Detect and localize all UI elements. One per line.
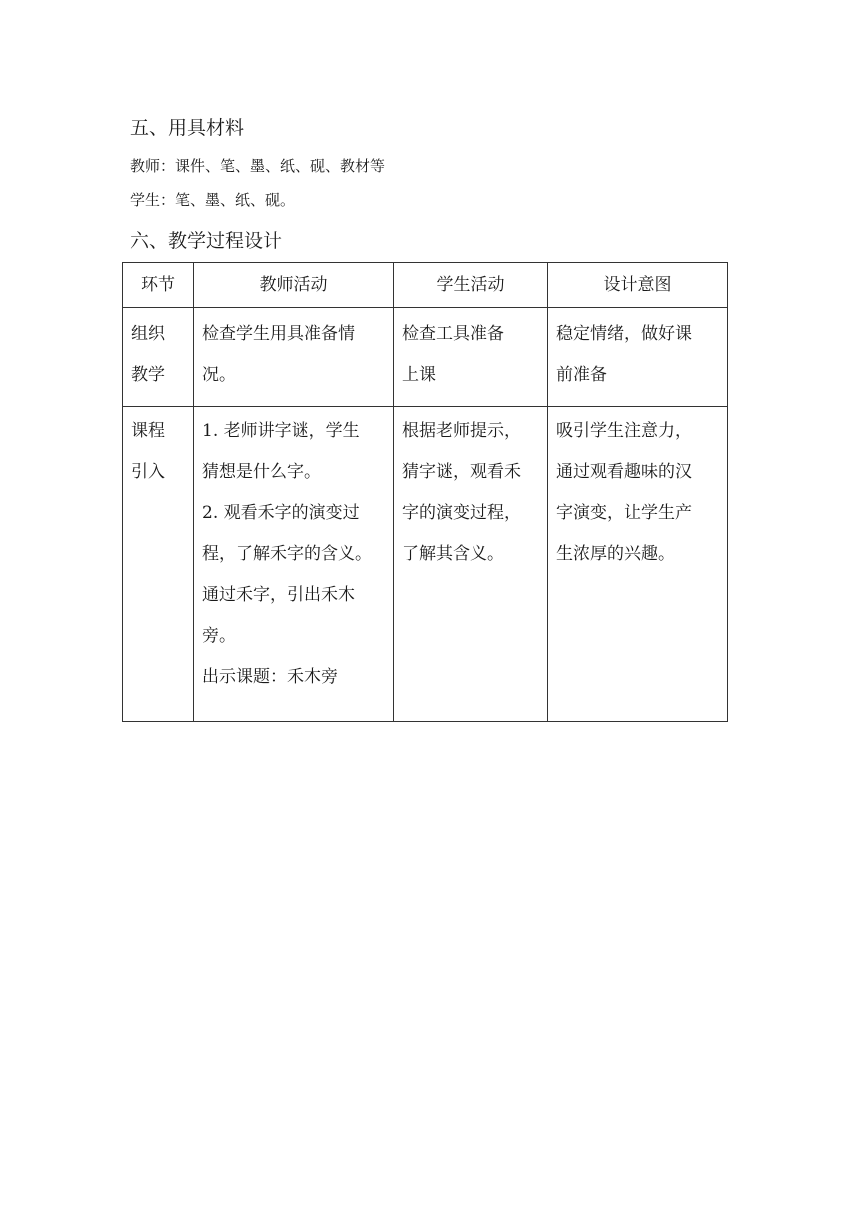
header-student-activity: 学生活动	[394, 263, 548, 308]
table-row	[123, 407, 728, 722]
header-design-intent: 设计意图	[548, 263, 728, 308]
teacher-line: 况。	[202, 365, 236, 385]
stage-line: 课程	[131, 421, 165, 441]
stage-line: 引入	[131, 462, 165, 482]
design-intent-cell	[548, 308, 728, 407]
intent-line: 字演变，让学生产	[556, 503, 692, 523]
student-line: 猜字谜，观看禾	[402, 462, 521, 482]
stage-cell	[123, 407, 194, 722]
stage-line: 组织	[131, 324, 165, 344]
teacher-materials-line: 教师：课件、笔、墨、纸、砚、教材等	[130, 157, 386, 175]
stage-line: 教学	[131, 365, 165, 385]
table-header-row	[123, 263, 728, 308]
teaching-process-table	[122, 262, 728, 722]
intent-line: 生浓厚的兴趣。	[556, 544, 675, 564]
student-line: 检查工具准备	[402, 324, 504, 344]
teacher-line: 猜想是什么字。	[202, 462, 321, 482]
student-line: 了解其含义。	[402, 544, 504, 564]
teacher-line: 程，了解禾字的含义。	[202, 544, 372, 564]
intent-line: 通过观看趣味的汉	[556, 462, 692, 482]
teacher-line: 2. 观看禾字的演变过	[202, 503, 360, 523]
teacher-line: 旁。	[202, 626, 236, 646]
header-stage: 环节	[123, 263, 194, 308]
teacher-line: 1. 老师讲字谜，学生	[202, 421, 360, 441]
teacher-line: 检查学生用具准备情	[202, 324, 355, 344]
stage-cell	[123, 308, 194, 407]
design-intent-cell	[548, 407, 728, 722]
teacher-activity-cell	[194, 407, 394, 722]
student-line: 根据老师提示，	[402, 421, 521, 441]
student-materials-line: 学生：笔、墨、纸、砚。	[130, 191, 296, 209]
teacher-line: 通过禾字，引出禾木	[202, 585, 355, 605]
header-teacher-activity: 教师活动	[194, 263, 394, 308]
student-activity-cell	[394, 407, 548, 722]
intent-line: 前准备	[556, 365, 607, 385]
student-line: 字的演变过程，	[402, 503, 521, 523]
section-5-heading: 五、用具材料	[130, 117, 245, 139]
student-line: 上课	[402, 365, 436, 385]
teacher-activity-cell	[194, 308, 394, 407]
section-6-heading: 六、教学过程设计	[130, 230, 283, 252]
student-activity-cell	[394, 308, 548, 407]
intent-line: 吸引学生注意力，	[556, 421, 692, 441]
table-row	[123, 308, 728, 407]
intent-line: 稳定情绪，做好课	[556, 324, 692, 344]
teacher-line: 出示课题：禾木旁	[202, 667, 338, 687]
